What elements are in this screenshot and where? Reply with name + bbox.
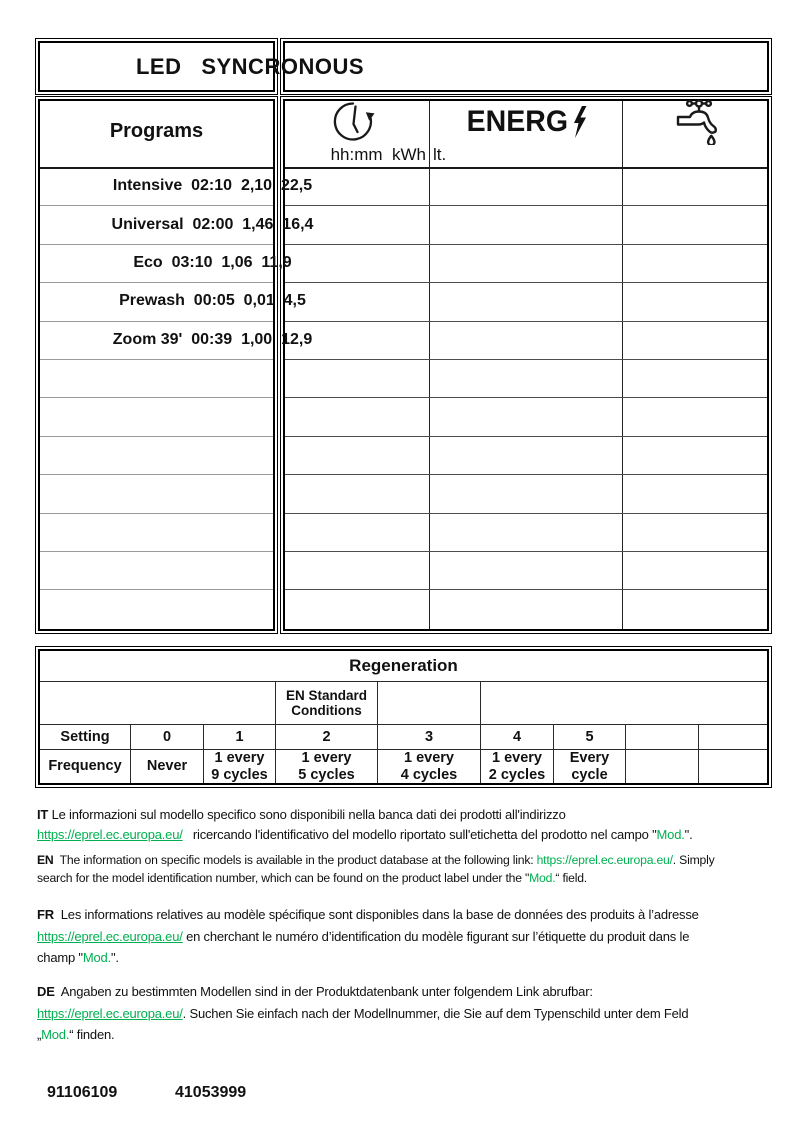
eprel-link[interactable]: https://eprel.ec.europa.eu/ <box>37 827 183 842</box>
row-line-right <box>285 513 767 514</box>
cell-text: 2 cycles <box>488 766 546 783</box>
note-line <box>37 904 777 926</box>
note-line <box>37 1003 777 1025</box>
setting-value-1 <box>204 725 276 750</box>
frequency-label <box>40 750 131 783</box>
text-run: Mod. <box>656 827 685 842</box>
regen-empty-span <box>40 682 276 725</box>
text-run: EN <box>37 853 54 867</box>
setting-value-0 <box>131 725 204 750</box>
row-line-right <box>285 436 767 437</box>
frequency-value <box>481 750 554 783</box>
row-line-left <box>40 397 273 398</box>
note-line <box>37 947 777 969</box>
frequency-value <box>131 750 204 783</box>
programs-column-header: Programs <box>109 120 204 142</box>
cell-text: 1 every <box>214 750 265 766</box>
note-line <box>37 1024 777 1046</box>
cell-text: 9 cycles <box>211 766 268 783</box>
setting-value-2 <box>276 725 378 750</box>
note-fr <box>37 904 777 969</box>
cell-text: Conditions <box>291 703 362 718</box>
text-run: „ <box>37 1027 42 1042</box>
text-run: search for the model identification number, which can be found on the product label under the " <box>37 870 530 885</box>
note-line <box>37 870 777 888</box>
cell-text: 2 <box>322 728 331 745</box>
note-en <box>37 852 777 887</box>
cell-text: 0 <box>162 728 172 745</box>
text-run: Mod. <box>82 950 111 965</box>
product-code-1: 91106109 <box>47 1084 118 1101</box>
setting-value- <box>699 725 767 750</box>
note-line <box>37 805 777 825</box>
energy-logo <box>429 101 622 143</box>
text-run: Angaben zu bestimmten Modellen sind in der Produktdatenbank unter folgendem Link abrufbar: <box>54 984 593 999</box>
eprel-link[interactable]: https://eprel.ec.europa.eu/ <box>37 928 183 944</box>
frequency-value <box>554 750 626 783</box>
row-line-left <box>40 551 273 552</box>
cell-text: cycle <box>571 766 608 783</box>
note-line <box>37 852 777 870</box>
cell-text: 1 every <box>301 750 352 766</box>
frequency-value <box>378 750 481 783</box>
setting-value- <box>626 725 699 750</box>
text-run: Les informations relatives au modèle spécifique sont disponibles dans la base de données des produits à l’adresse <box>53 907 699 922</box>
text-run: DE <box>37 984 55 999</box>
regeneration-grid <box>40 651 767 783</box>
setting-label <box>40 725 131 750</box>
row-line-left <box>40 359 273 360</box>
note-line <box>37 981 777 1003</box>
text-run: “ field. <box>555 870 587 885</box>
row-line-right <box>285 397 767 398</box>
frequency-value <box>204 750 276 783</box>
text-run: ricercando l'identificativo del modello riportato sull'etichetta del prodotto nel campo " <box>182 827 657 842</box>
product-code-2: 41053999 <box>175 1084 247 1101</box>
text-run: Mod. <box>41 1027 70 1042</box>
cell-text: Every <box>569 750 610 766</box>
text-run: en cherchant le numéro d’identification du modèle figurant sur l’étiquette du produit dans le <box>182 928 690 944</box>
text-run: ". <box>110 950 119 965</box>
program-row-zoom-39-: Zoom 39' 00:39 1,00 12,9 <box>112 330 313 348</box>
row-line-right <box>285 474 767 475</box>
cell-text: 5 cycles <box>298 766 355 783</box>
en-standard-conditions <box>276 682 378 725</box>
cell-text: Regeneration <box>349 655 458 675</box>
program-row-eco: Eco 03:10 1,06 11,9 <box>133 253 292 271</box>
column-divider-energy <box>429 101 430 629</box>
row-line-left <box>40 513 273 514</box>
text-run: . Simply <box>672 853 715 867</box>
text-run: FR <box>37 907 54 922</box>
text-run: IT <box>37 807 52 822</box>
row-line-right <box>285 551 767 552</box>
frequency-value <box>626 750 699 783</box>
note-line <box>37 926 777 948</box>
frequency-value <box>276 750 378 783</box>
row-line-right <box>285 359 767 360</box>
row-line-left <box>40 474 273 475</box>
column-divider-water <box>622 101 623 629</box>
note-it <box>37 805 777 845</box>
note-line <box>37 825 777 845</box>
text-run: Mod. <box>529 870 556 885</box>
page-title: LED SYNCRONOUS <box>135 53 365 79</box>
cell-text: 1 every <box>404 750 454 766</box>
cell-text: 5 <box>585 728 594 745</box>
regen-empty-cell <box>378 682 481 725</box>
text-run: ". <box>684 827 693 842</box>
text-run: champ " <box>37 950 83 965</box>
text-run: The information on specific models is available in the product database at the following link: <box>53 853 537 867</box>
program-row-universal: Universal 02:00 1,46 16,4 <box>111 215 314 233</box>
setting-value-4 <box>481 725 554 750</box>
setting-value-3 <box>378 725 481 750</box>
note-de <box>37 981 777 1046</box>
text-run: “ finden. <box>69 1027 115 1042</box>
cell-text: 1 every <box>492 750 542 766</box>
tap-icon <box>669 97 727 150</box>
text-run: . Suchen Sie einfach nach der Modellnummer, die Sie auf dem Typenschild unter dem Feld <box>182 1005 689 1021</box>
cell-text: 4 <box>512 728 522 745</box>
regeneration-title <box>40 651 767 682</box>
cell-text: EN Standard <box>285 687 367 703</box>
units-water-label: lt. <box>433 145 447 164</box>
cell-text: 1 <box>235 728 244 745</box>
text-run: Le informazioni sul modello specifico sono disponibili nella banca dati dei prodotti all'indirizzo <box>51 807 566 822</box>
energy-bolt-icon <box>573 106 587 138</box>
cell-text: Frequency <box>48 758 122 775</box>
program-row-prewash: Prewash 00:05 0,01 4,5 <box>119 292 306 310</box>
regen-empty-span <box>481 682 767 725</box>
row-line-left <box>40 589 273 590</box>
row-line-left <box>40 436 273 437</box>
row-line-right <box>285 589 767 590</box>
cell-text: 3 <box>424 728 434 745</box>
units-time-label: hh:mm kWh <box>330 145 426 164</box>
cell-text: 4 cycles <box>400 766 458 783</box>
regeneration-table-inner <box>38 649 769 785</box>
program-row-intensive: Intensive 02:10 2,10 22,5 <box>112 177 313 195</box>
eprel-link[interactable]: https://eprel.ec.europa.eu/ <box>37 1005 183 1021</box>
regeneration-table <box>35 646 772 788</box>
cell-text: Never <box>146 758 188 775</box>
energy-logo-text: ENERG <box>466 105 569 138</box>
setting-value-5 <box>554 725 626 750</box>
cell-text: Setting <box>60 728 110 745</box>
frequency-value <box>699 750 767 783</box>
eprel-link[interactable]: https://eprel.ec.europa.eu/ <box>536 853 673 867</box>
